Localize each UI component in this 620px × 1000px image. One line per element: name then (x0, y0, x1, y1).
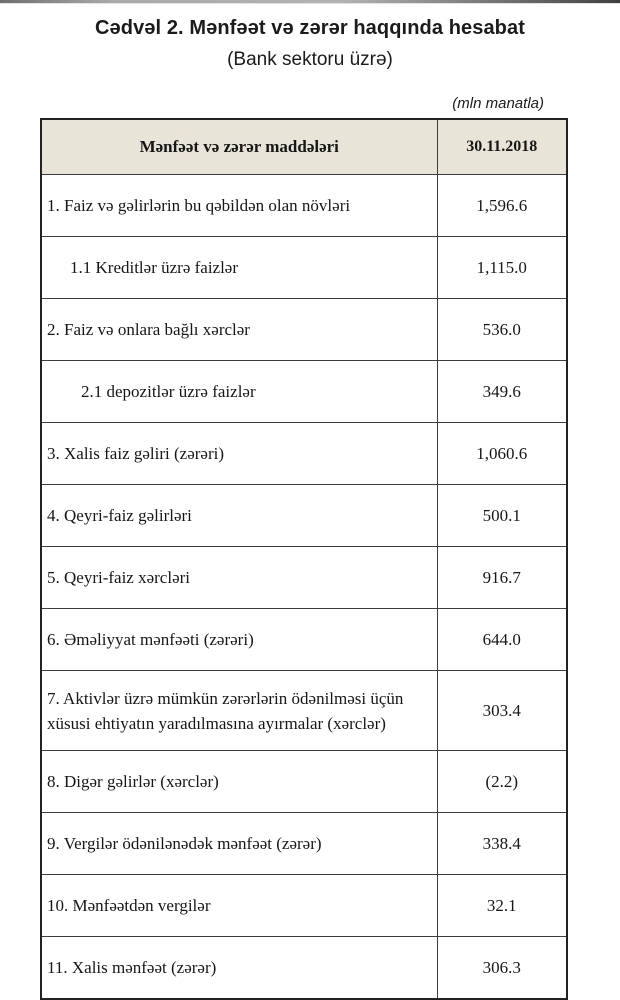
row-value: 1,115.0 (437, 237, 567, 299)
table-row (41, 175, 567, 237)
row-label: 6. Əməliyyat mənfəəti (zərəri) (41, 609, 437, 671)
row-value: 303.4 (437, 671, 567, 751)
row-value: 1,596.6 (437, 175, 567, 237)
row-label: 2. Faiz və onlara bağlı xərclər (41, 299, 437, 361)
header-date-label: 30.11.2018 (437, 119, 567, 175)
row-value: 338.4 (437, 813, 567, 875)
unit-note: (mln manatla) (452, 95, 544, 112)
window-top-edge (0, 0, 620, 4)
row-value: 500.1 (437, 485, 567, 547)
table-row (41, 609, 567, 671)
table-row (41, 751, 567, 813)
table-row (41, 937, 567, 1000)
table-row (41, 813, 567, 875)
table-row (41, 671, 567, 751)
table-row (41, 361, 567, 423)
table-row (41, 423, 567, 485)
row-label: 10. Mənfəətdən vergilər (41, 875, 437, 937)
profit-loss-table (40, 118, 568, 1000)
row-value: 32.1 (437, 875, 567, 937)
page-subtitle: (Bank sektoru üzrə) (227, 49, 393, 70)
row-label: 1. Faiz və gəlirlərin bu qəbildən olan növləri (41, 175, 437, 237)
header-items-label: Mənfəət və zərər maddələri (41, 119, 437, 175)
row-value: 306.3 (437, 937, 567, 1000)
row-value: 644.0 (437, 609, 567, 671)
table-row (41, 485, 567, 547)
table-row (41, 237, 567, 299)
table-header-row (41, 119, 567, 175)
row-label: 2.1 depozitlər üzrə faizlər (41, 361, 437, 423)
row-label: 5. Qeyri-faiz xərcləri (41, 547, 437, 609)
row-label: 11. Xalis mənfəət (zərər) (41, 937, 437, 1000)
row-label: 8. Digər gəlirlər (xərclər) (41, 751, 437, 813)
row-label: 3. Xalis faiz gəliri (zərəri) (41, 423, 437, 485)
row-value: 349.6 (437, 361, 567, 423)
row-label: 7. Aktivlər üzrə mümkün zərərlərin ödənilməsi üçün xüsusi ehtiyatın yaradılmasına ayırmalar (xərclər) (41, 671, 437, 751)
row-label: 4. Qeyri-faiz gəlirləri (41, 485, 437, 547)
table-row (41, 547, 567, 609)
row-value: 1,060.6 (437, 423, 567, 485)
row-value: 916.7 (437, 547, 567, 609)
row-value: 536.0 (437, 299, 567, 361)
table-row (41, 875, 567, 937)
row-label: 1.1 Kreditlər üzrə faizlər (41, 237, 437, 299)
table-row (41, 299, 567, 361)
page-title: Cədvəl 2. Mənfəət və zərər haqqında hesabat (94, 17, 525, 39)
row-label: 9. Vergilər ödənilənədək mənfəət (zərər) (41, 813, 437, 875)
row-value: (2.2) (437, 751, 567, 813)
